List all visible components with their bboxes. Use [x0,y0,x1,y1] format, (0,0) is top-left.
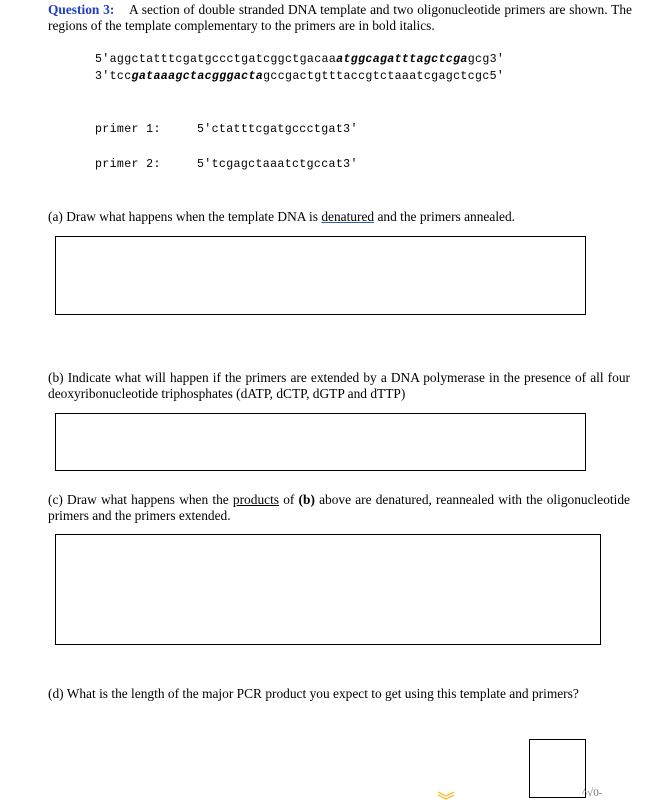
bottom-strand-end: gccgactgtttaccgtctaaatcgagctcgc5' [263,70,505,83]
page-footer-fragment: ^√0- [582,787,603,799]
part-c-answer-box[interactable] [55,534,601,645]
part-a-answer-box[interactable] [55,236,586,315]
part-c-question [48,492,630,524]
part-c-end: above are denatured, reannealed with the oligonucleotide primers and the primers extended. [48,492,630,523]
primer-2-label: primer 2: [95,158,161,171]
part-a-end: and the primers annealed. [374,209,516,224]
question-intro: A section of double stranded DNA template and two oligonucleotide primers are shown. The regions of the template complementary to the primers are in bold italics. [48,2,633,33]
part-c-bold-ref: (b) [298,492,315,507]
part-c-underlined-word: products [232,492,280,507]
part-c-middle: of [279,492,299,507]
part-c-start: (c) Draw what happens when the [48,492,233,507]
part-a-start: (a) Draw what happens when the template DNA is [48,209,322,224]
part-a-underlined-word: denatured [321,209,375,224]
question-label: Question 3: [48,2,115,17]
question-header [48,2,632,34]
bottom-strand-start: 3'tcc [95,70,132,83]
top-strand-start: 5'aggctatttcgatgccctgatcggctgacaa [95,53,337,66]
part-b-question: (b) Indicate what will happen if the primers are extended by a DNA polymerase in the presence of all four deoxyribonucleotide triphosphates (dATP, dCTP, dGTP and dTTP) [48,370,630,401]
primer-1-sequence: 5'ctatttcgatgccctgat3' [197,123,358,136]
primer-2-sequence: 5'tcgagctaaatctgccat3' [197,158,358,171]
template-top-strand [95,53,504,66]
part-d-answer-box[interactable] [529,739,586,798]
top-strand-end: gcg3' [467,53,505,66]
top-strand-bold-region: atggcagatttagctcga [336,53,468,66]
part-b-answer-box[interactable] [55,413,586,471]
primer-1-label: primer 1: [95,123,161,136]
highlight-arrow-icon [436,790,456,800]
part-d-question: (d) What is the length of the major PCR product you expect to get using this template and primers? [48,686,579,701]
part-a-question [48,209,630,225]
template-bottom-strand [95,70,504,83]
bottom-strand-bold-region: gataaagctacgggacta [131,70,264,83]
